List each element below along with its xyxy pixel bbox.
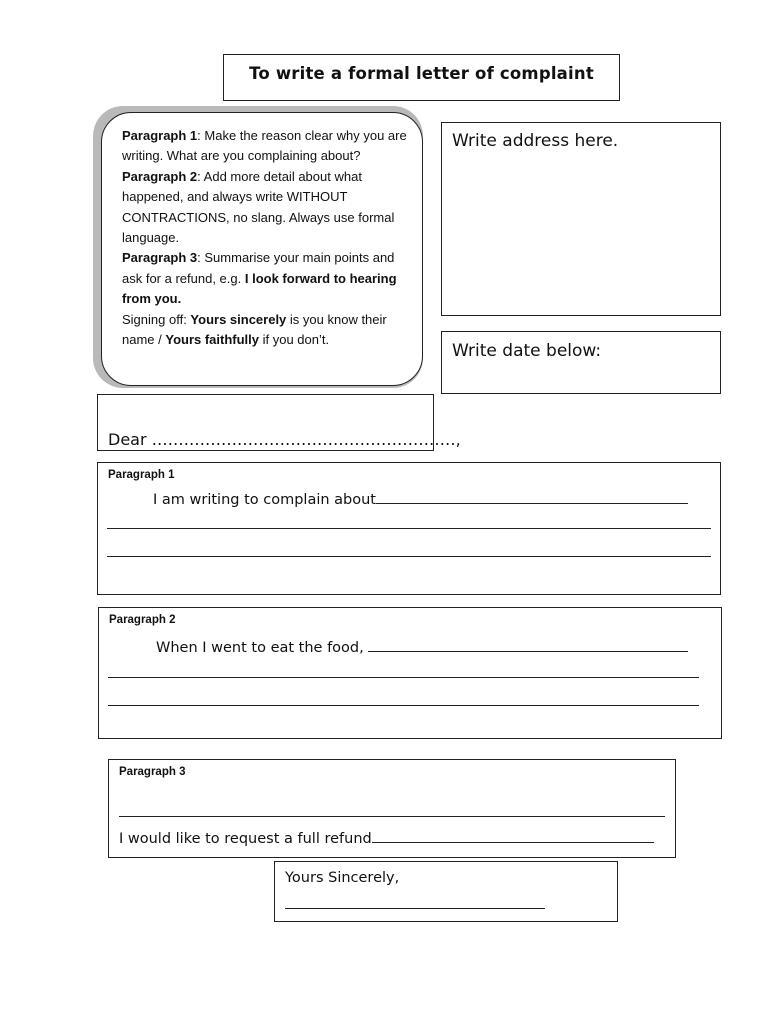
tip-paragraph-1 — [122, 126, 408, 167]
paragraph-3-label: Paragraph 3 — [119, 766, 186, 778]
tip-text-1: : Make the reason clear why you are writing. What are you complaining about? — [122, 128, 407, 164]
signoff-end: if you don’t. — [259, 332, 330, 348]
paragraph-1-starter: I am writing to complain about — [153, 492, 376, 508]
tips-box — [101, 112, 423, 386]
paragraph-2-rule-3[interactable] — [108, 705, 699, 706]
paragraph-2-label: Paragraph 2 — [109, 614, 176, 626]
address-box[interactable] — [441, 122, 721, 316]
paragraph-3-box[interactable] — [108, 759, 676, 858]
tip-label-2: Paragraph 2 — [122, 168, 198, 184]
paragraph-2-starter: When I went to eat the food, — [156, 640, 369, 656]
signoff-prefix: Signing off: — [122, 311, 191, 327]
paragraph-2-line-1 — [156, 637, 688, 656]
worksheet-title: To write a formal letter of complaint — [249, 64, 594, 83]
signoff-mid: is you know their name / — [122, 311, 387, 348]
signoff-box[interactable] — [274, 861, 618, 922]
date-box[interactable] — [441, 331, 721, 394]
paragraph-1-box[interactable] — [97, 462, 721, 595]
paragraph-1-label: Paragraph 1 — [108, 469, 175, 481]
paragraph-2-blank[interactable] — [368, 637, 688, 652]
paragraph-3-blank[interactable] — [372, 828, 654, 843]
tip-example: I look forward to hearing from you. — [122, 270, 397, 307]
title-box — [223, 54, 620, 101]
salutation-box[interactable] — [97, 394, 461, 451]
paragraph-3-rule-1[interactable] — [119, 816, 665, 817]
paragraph-1-rule-2[interactable] — [107, 528, 711, 529]
dear-line: Dear …………………………………………………, — [108, 430, 461, 449]
signoff-text: Yours Sincerely, — [285, 870, 400, 886]
tip-label-3: Paragraph 3 — [122, 250, 198, 266]
tip-text-2: : Add more detail about what happened, and always write WITHOUT CONTRACTIONS, no slang. Always use formal language. — [122, 168, 395, 246]
tip-label-1: Paragraph 1 — [122, 128, 198, 143]
paragraph-1-blank[interactable] — [376, 489, 688, 504]
tip-signoff — [122, 310, 408, 351]
paragraph-3-starter: I would like to request a full refund — [119, 831, 372, 847]
signature-rule[interactable] — [285, 908, 545, 909]
paragraph-2-box[interactable] — [98, 607, 722, 739]
paragraph-1-rule-3[interactable] — [107, 556, 711, 557]
tip-text-3: : Summarise your main points and ask for a refund, e.g. — [122, 250, 395, 286]
tip-paragraph-3 — [122, 248, 408, 309]
paragraph-2-rule-2[interactable] — [108, 677, 699, 678]
date-prompt: Write date below: — [452, 341, 602, 361]
signoff-known: Yours sincerely — [190, 311, 287, 327]
paragraph-1-line-1 — [153, 489, 688, 508]
signoff-unknown: Yours faithfully — [165, 332, 260, 348]
paragraph-3-line-2 — [119, 828, 654, 847]
tip-paragraph-2 — [122, 167, 408, 249]
address-prompt: Write address here. — [452, 131, 619, 151]
